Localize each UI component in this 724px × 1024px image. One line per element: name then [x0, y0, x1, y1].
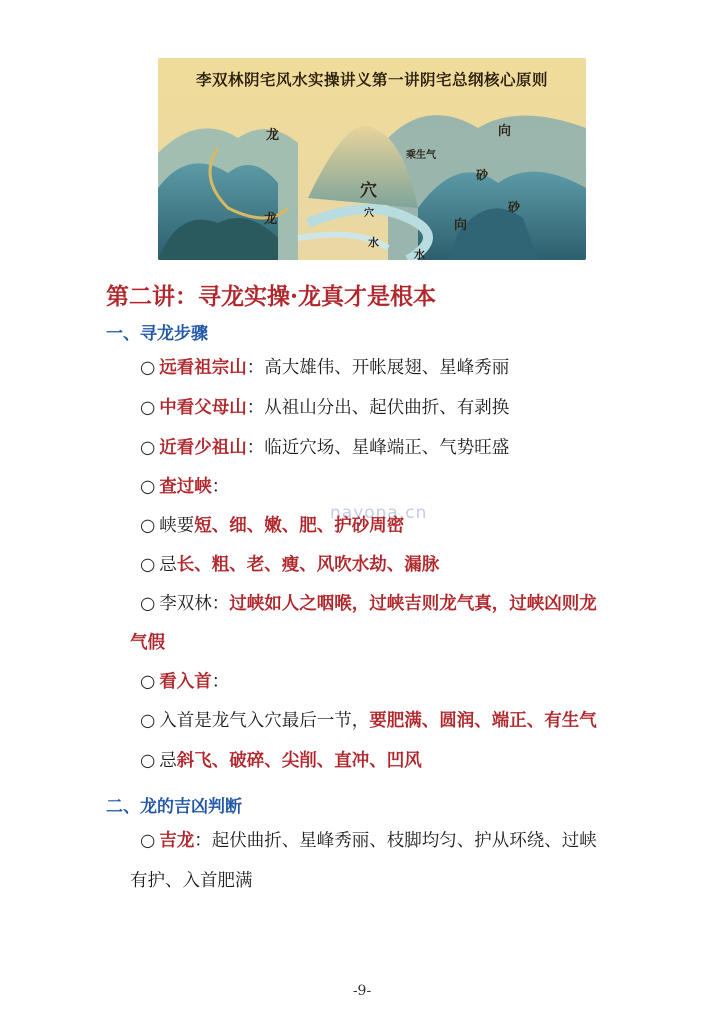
- bullet-icon: ○: [140, 831, 156, 851]
- label-sha-2: 砂: [508, 200, 521, 214]
- list-item: ○ 查过峡：: [140, 477, 230, 497]
- label-xue-small: 穴: [364, 208, 374, 219]
- label-xiang-bottom: 向: [454, 218, 468, 233]
- label-xue-center: 穴: [360, 181, 377, 201]
- list-item: ○ 峡要短、细、嫩、肥、护砂周密: [140, 516, 405, 536]
- label-long-top: 龙: [266, 128, 280, 143]
- list-item: ○ 看入首：: [140, 672, 230, 692]
- label-long-bottom: 龙: [264, 212, 278, 227]
- list-item: ○ 忌斜飞、破碎、尖削、直冲、凹风: [140, 751, 422, 771]
- list-item: ○ 入首是龙气入穴最后一节，要肥满、圆润、端正、有生气: [140, 711, 597, 731]
- label-shui-1: 水: [368, 236, 379, 249]
- bullet-icon: ○: [140, 711, 156, 731]
- bullet-icon: ○: [140, 358, 156, 378]
- bullet-icon: ○: [140, 751, 156, 771]
- list-item: ○ 远看祖宗山：高大雄伟、开帐展翅、星峰秀丽: [140, 358, 510, 378]
- list-item: ○ 近看少祖山：临近穴场、星峰端正、气势旺盛: [140, 438, 510, 458]
- section-heading-1: 一、寻龙步骤: [106, 324, 208, 344]
- list-item: ○ 中看父母山：从祖山分出、起伏曲折、有剥换: [140, 398, 510, 418]
- list-item: ○ 吉龙：起伏曲折、星峰秀丽、枝脚均匀、护从环绕、过峡: [140, 831, 597, 851]
- watermark: nayona.cn: [330, 503, 428, 523]
- section-heading-2: 二、龙的吉凶判断: [106, 797, 242, 817]
- banner-title: 李双林阴宅风水实操讲义第一讲阴宅总纲核心原则: [195, 71, 548, 89]
- bullet-icon: ○: [140, 516, 156, 536]
- bullet-icon: ○: [140, 594, 156, 614]
- list-item: ○ 忌长、粗、老、瘦、风吹水劫、漏脉: [140, 555, 440, 575]
- label-chengshengqi: 乘生气: [406, 150, 436, 161]
- page-number: -9-: [352, 983, 372, 999]
- list-item-continuation: 有护、入首肥满: [130, 871, 253, 891]
- bullet-icon: ○: [140, 398, 156, 418]
- label-sha-1: 砂: [476, 168, 489, 182]
- list-item-continuation: 气假: [130, 633, 165, 653]
- list-item: ○ 李双林：过峡如人之咽喉，过峡吉则龙气真，过峡凶则龙: [140, 594, 597, 614]
- header-illustration: [158, 58, 586, 260]
- label-shui-2: 水: [414, 248, 425, 260]
- bullet-icon: ○: [140, 672, 156, 692]
- bullet-icon: ○: [140, 477, 156, 497]
- bullet-icon: ○: [140, 555, 156, 575]
- lecture-title: 第二讲：寻龙实操·龙真才是根本: [106, 283, 437, 310]
- bullet-icon: ○: [140, 438, 156, 458]
- label-xiang-top: 向: [498, 124, 512, 139]
